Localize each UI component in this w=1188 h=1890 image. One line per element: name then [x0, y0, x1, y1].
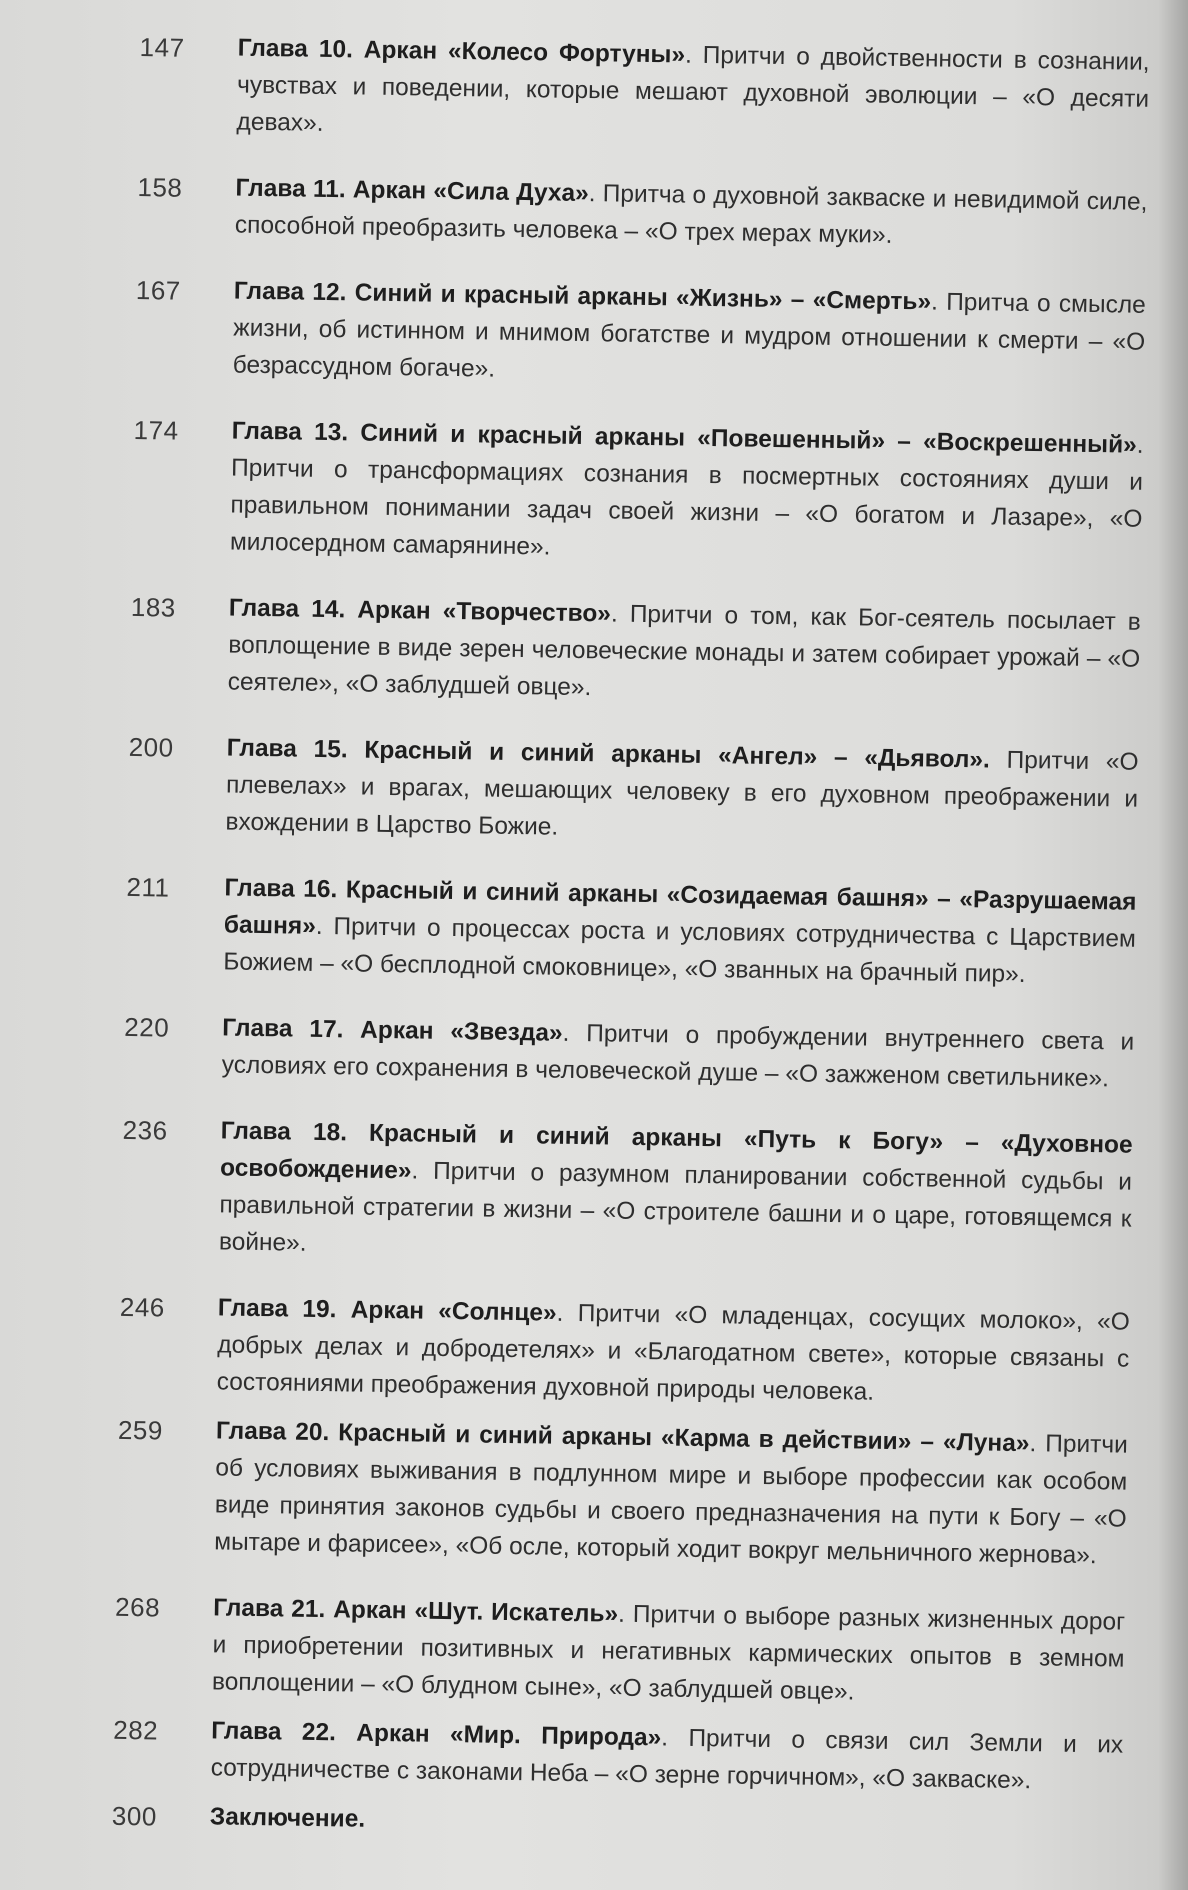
toc-entry-conclusion — [112, 1797, 1122, 1851]
page-number: 246 — [119, 1291, 166, 1323]
entry-description — [214, 1412, 1128, 1574]
chapter-summary: . Притчи о том, как Бог-сеятель посылает в воплощение в виде зерен человеческие монады и затем собирает урожай – «О сеятеле», «О заблудшей овце». — [227, 600, 1142, 702]
chapter-summary: . Притчи о пробуждении внутреннего света и условиях его сохранения в человеческой душе – «О зажженом светильнике». — [221, 1019, 1135, 1093]
entry-description — [232, 273, 1146, 398]
chapter-heading: Глава 16. Красный и синий арканы «Созидаемая башня» – «Разрушаемая башня» — [223, 874, 1137, 940]
entry-description — [227, 589, 1141, 714]
table-of-contents — [111, 28, 1150, 1880]
page-number: 259 — [117, 1414, 164, 1446]
chapter-heading: Глава 21. Аркан «Шут. Искатель» — [212, 1594, 619, 1628]
page-number: 167 — [135, 274, 182, 306]
page-number: 211 — [126, 871, 170, 903]
toc-entry-ch16 — [125, 868, 1137, 995]
chapter-heading: Глава 13. Синий и красный арканы «Повешенный» – «Воскрешенный» — [231, 417, 1137, 459]
chapter-heading: Глава 11. Аркан «Сила Духа» — [235, 174, 589, 208]
page-number: 183 — [130, 591, 177, 623]
chapter-summary: . Притчи о выборе разных жизненных дорог и приобретении позитивных и негативных кармических опытов в земном воплощении – «О блудном сыне», «О заблудшей овце». — [211, 1600, 1126, 1706]
chapter-summary: . Притча о духовной закваске и невидимой силе, способной преобразить человека – «О трех мерах муки». — [234, 180, 1148, 249]
chapter-heading: Заключение. — [209, 1803, 366, 1833]
page-number: 174 — [133, 414, 179, 446]
page-number: 147 — [139, 31, 185, 63]
page-edge-shadow — [1158, 0, 1188, 1890]
page-number: 236 — [122, 1114, 168, 1146]
chapter-heading: Глава 15. Красный и синий арканы «Ангел» – «Дьявол». — [226, 734, 991, 774]
toc-entry-ch22 — [112, 1711, 1123, 1801]
page-number: 220 — [124, 1011, 170, 1043]
page-number: 282 — [113, 1714, 159, 1746]
chapter-heading: Глава 12. Синий и красный арканы «Жизнь» – «Смерть» — [233, 277, 932, 316]
chapter-summary: . Притчи об условиях выживания в подлунном мире и выборе профессии как особом виде принятия законов судьбы и своего предназначения на пути к Богу – «О мытаре и фарисее», «Об осле, который ходит вокруг мельничного жернова». — [214, 1430, 1129, 1570]
chapter-summary: . Притчи о двойственности в сознании, чувствах и поведении, которые мешают духовной эволюции – «О десяти девах». — [236, 41, 1150, 137]
entry-description — [221, 1009, 1134, 1097]
chapter-summary: . Притчи о процессах роста и условиях сотрудничества с Царствием Божием – «О бесплодной смоковнице», «О званных на брачный пир». — [223, 912, 1137, 989]
toc-entry-ch15 — [127, 728, 1139, 855]
chapter-summary: . Притчи о связи сил Земли и их сотрудничестве с законами Неба – «О зерне горчичном», «О закваске». — [210, 1724, 1124, 1795]
chapter-heading: Глава 19. Аркан «Солнце» — [217, 1294, 557, 1327]
chapter-summary: Притчи «О плевелах» и врагах, мешающих человеку в его духовном преображении и вхождении в Царство Божие. — [225, 746, 1139, 841]
chapter-heading: Глава 17. Аркан «Звезда» — [222, 1014, 563, 1047]
entry-description — [219, 1112, 1133, 1274]
chapter-summary: . Притчи о трансформациях сознания в посмертных состояниях души и правильном понимании задач своей жизни – «О богатом и Лазаре», «О милосердном самарянине». — [229, 431, 1144, 561]
entry-description — [230, 412, 1144, 574]
toc-entry-ch14 — [129, 588, 1141, 715]
toc-entry-ch11 — [137, 168, 1148, 258]
toc-entry-ch19 — [118, 1288, 1130, 1415]
entry-description — [210, 1712, 1123, 1800]
chapter-summary: . Притча о смысле жизни, об истинном и мнимом богатстве и мудром отношении к смерти – «О безрассудном богаче». — [232, 288, 1146, 383]
toc-entry-ch13 — [132, 411, 1144, 575]
toc-entry-ch18 — [121, 1111, 1133, 1275]
toc-entry-ch21 — [114, 1588, 1126, 1715]
entry-description — [212, 1589, 1126, 1714]
entry-description — [225, 729, 1139, 854]
toc-entry-ch17 — [123, 1008, 1134, 1098]
toc-entry-ch10 — [138, 28, 1150, 155]
page-number: 268 — [114, 1591, 161, 1623]
chapter-summary: . Притчи «О младенцах, сосущих молоко», «О добрых делах и добродетелях» и «Благодатном свете», которые связаны с состояниями преображения духовной природы человека. — [216, 1299, 1131, 1406]
entry-description — [235, 170, 1148, 258]
chapter-heading: Глава 18. Красный и синий арканы «Путь к Богу» – «Духовное освобождение» — [219, 1117, 1133, 1185]
toc-entry-ch20 — [116, 1411, 1128, 1575]
entry-description — [236, 30, 1150, 155]
entry-description — [210, 1798, 1122, 1850]
chapter-summary: . Притчи о разумном планировании собственной судьбы и правильной стратегии в жизни – «О строителе башни и о царе, готовящемся к войне». — [218, 1157, 1133, 1257]
page-number: 200 — [128, 731, 174, 763]
chapter-heading: Глава 20. Красный и синий арканы «Карма в действии» – «Луна» — [215, 1417, 1030, 1458]
entry-description — [223, 869, 1137, 994]
chapter-heading: Глава 14. Аркан «Творчество» — [228, 594, 612, 628]
entry-description — [216, 1289, 1130, 1414]
page-number: 300 — [111, 1800, 158, 1832]
chapter-heading: Глава 10. Аркан «Колесо Фортуны» — [237, 34, 686, 69]
toc-entry-ch12 — [134, 271, 1146, 398]
page-number: 158 — [137, 171, 183, 203]
chapter-heading: Глава 22. Аркан «Мир. Природа» — [211, 1717, 662, 1752]
